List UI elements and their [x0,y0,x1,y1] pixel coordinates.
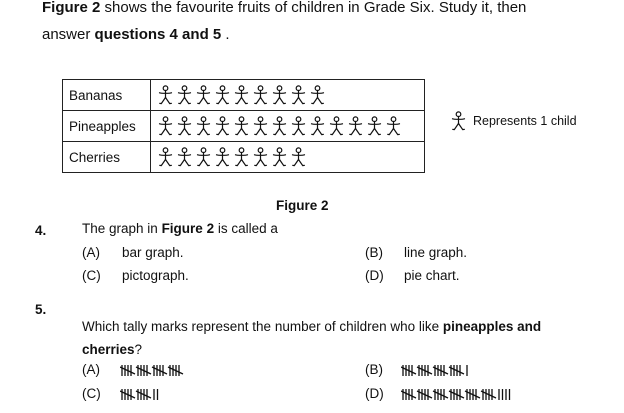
q5-option-d-tally[interactable] [401,386,616,402]
pictograph-key [450,110,577,132]
q4-option-b-letter: (B) [365,245,383,260]
row-label: Bananas [63,80,151,111]
child-stick-figure-icon [214,85,231,105]
child-stick-figure-icon [176,85,193,105]
question-5-number: 5. [35,302,47,317]
q5-text-before: Which tally marks represent the number of children who like [82,319,443,334]
child-stick-figure-icon [271,116,288,136]
q4-option-c-text[interactable]: pictograph. [122,268,189,283]
pictograph-row [63,142,425,173]
row-label: Pineapples [63,111,151,142]
child-stick-figure-icon [233,147,250,167]
intro-q5: 5 [212,26,222,43]
row-icons [151,80,425,111]
child-stick-figure-icon [290,116,307,136]
question-4-number: 4. [35,223,47,238]
q5-bold-1: pineapples and [442,319,542,334]
child-stick-figure-icon [252,85,269,105]
q4-figure-ref: Figure 2 [161,221,215,236]
child-stick-figure-icon [309,116,326,136]
q5-text-after: ? [134,342,143,357]
child-stick-figure-icon [195,116,212,136]
intro-paragraph [42,0,612,48]
intro-text-2: answer [42,26,95,43]
child-stick-figure-icon [385,116,402,136]
intro-figure-ref: Figure 2 [42,0,101,16]
child-stick-figure-icon [328,116,345,136]
q4-option-d-text[interactable]: pie chart. [404,268,460,283]
question-4-text [82,221,278,236]
child-stick-figure-icon [157,85,174,105]
q5-option-b-tally[interactable] [401,362,611,378]
child-stick-figure-icon [252,147,269,167]
child-stick-figure-icon [252,116,269,136]
child-stick-figure-icon [271,85,288,105]
q5-option-a-tally[interactable] [120,362,360,378]
child-stick-figure-icon [233,116,250,136]
q5-option-d-letter: (D) [365,386,384,401]
child-stick-figure-icon [214,147,231,167]
key-text: Represents 1 child [473,114,577,128]
q4-option-b-text[interactable]: line graph. [404,245,468,260]
q5-bold-2: cherries [82,342,135,357]
child-stick-figure-icon [271,147,288,167]
row-icons [151,111,425,142]
child-stick-figure-icon [195,85,212,105]
question-5-text [82,315,602,361]
q4-text-before: The graph in [82,221,162,236]
q4-option-d-letter: (D) [365,268,384,283]
figure-title: Figure 2 [276,198,329,213]
child-stick-figure-icon [176,147,193,167]
pictograph-row [63,111,425,142]
intro-text-1: shows the favourite fruits of children in Grade Six. Study it, then [100,0,527,16]
row-label: Cherries [63,142,151,173]
q4-option-a-text[interactable]: bar graph. [122,245,184,260]
q4-option-c-letter: (C) [82,268,101,283]
q4-text-after: is called a [214,221,278,236]
pictograph-row [63,80,425,111]
row-icons [151,142,425,173]
intro-questions: questions 4 [94,26,178,43]
pictograph-table [62,79,425,173]
q5-option-b-letter: (B) [365,362,383,377]
q4-option-a-letter: (A) [82,245,100,260]
child-stick-figure-icon [366,116,383,136]
q5-option-a-letter: (A) [82,362,100,377]
child-stick-figure-icon [309,85,326,105]
intro-period: . [221,26,230,43]
child-stick-figure-icon [347,116,364,136]
child-stick-figure-icon [214,116,231,136]
intro-and: and [177,26,213,43]
child-stick-figure-icon [176,116,193,136]
q5-option-c-tally[interactable] [120,386,360,402]
child-stick-figure-icon [233,85,250,105]
child-stick-figure-icon [157,147,174,167]
child-stick-figure-icon [290,147,307,167]
child-stick-figure-icon [290,85,307,105]
q5-option-c-letter: (C) [82,386,101,401]
child-stick-figure-icon [450,110,467,132]
child-stick-figure-icon [195,147,212,167]
child-stick-figure-icon [157,116,174,136]
